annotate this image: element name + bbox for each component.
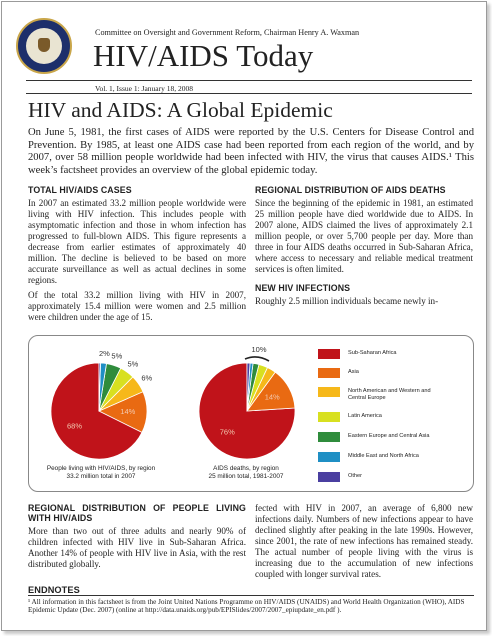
legend-swatch <box>318 412 340 422</box>
slice-label: 14% <box>120 407 136 417</box>
factsheet-page <box>1 1 487 631</box>
section-heading: REGIONAL DISTRIBUTION OF PEOPLE LIVING WITH HIV/AIDS <box>28 503 246 523</box>
slice-label: 68% <box>67 421 83 431</box>
legend-label: Other <box>348 473 362 479</box>
legend-label: Eastern Europe and Central Asia <box>348 433 430 439</box>
legend-swatch <box>318 432 340 442</box>
pie-charts <box>29 336 309 486</box>
chart-caption: AIDS deaths, by region 25 million total, 1981-2007 <box>208 465 284 480</box>
body-paragraph: Roughly 2.5 million individuals became newly in- <box>255 296 439 306</box>
eagle-icon <box>38 38 50 52</box>
endnotes-rule <box>28 595 474 596</box>
people-section <box>28 503 246 574</box>
endnotes-heading: ENDNOTES <box>28 585 80 595</box>
legend-label: Latin America <box>348 413 382 419</box>
legend-swatch <box>318 349 340 359</box>
legend-label: Middle East and North Africa <box>348 453 419 459</box>
article-title: HIV and AIDS: A Global Epidemic <box>28 98 333 122</box>
slice-label: 76% <box>219 427 235 437</box>
deaths-section <box>255 185 473 311</box>
legend-label: North American and Western and Central Europe <box>348 388 431 401</box>
slice-label: 6% <box>141 373 153 383</box>
legend-swatch <box>318 387 340 397</box>
group-bracket <box>245 357 269 361</box>
group-label: 10% <box>251 345 267 354</box>
body-paragraph: Since the beginning of the epidemic in 1981, an estimated 25 million people have died worldwide due to AIDS. In 2007 alone, AIDS claimed the lives of approximately 2.1 million people, or over 5,700 people per day. More than three in four AIDS deaths occurred in Sub-Saharan Africa, where access to necessary and reliable medical treatment services is often limited. <box>255 198 473 274</box>
masthead-title: HIV/AIDS Today <box>93 38 314 73</box>
endnote-text: ¹ All information in this factsheet is from the Joint United Nations Programme on HIV/AIDS (UNAIDS) and World Health Organization (WHO), AIDS Epidemic Update (Dec. 2007) (online at http://data.unaids.org/pub/EPISlides/2007/2007_epiupdate_en.pdf ). <box>28 598 465 615</box>
section-heading: NEW HIV INFECTIONS <box>255 283 351 293</box>
house-seal-logo <box>16 18 72 74</box>
legend-swatch <box>318 472 340 482</box>
body-paragraph: More than two out of three adults and nearly 90% of children infected with HIV live in Sub-Saharan Africa. Another 14% of people with HIV live in Asia, with the rest distributed globally. <box>28 526 246 569</box>
new-infections-continued <box>255 503 473 584</box>
issue-line: Vol. 1, Issue 1: January 18, 2008 <box>95 84 193 93</box>
chart-caption: People living with HIV/AIDS, by region 33.2 million total in 2007 <box>46 465 156 480</box>
body-paragraph: In 2007 an estimated 33.2 million people worldwide were living with HIV infection. This includes people with asymptomatic infection and those in whom infection has progressed to full-blown AIDS. This figure represents a decrease from earlier estimates of approximately 40 million. The decline is believed to be based on more accurate surveillance as well as actual declines in some regions. <box>28 198 246 285</box>
slice-label: 5% <box>111 351 123 361</box>
legend-swatch <box>318 368 340 378</box>
slice-label: 5% <box>127 359 139 369</box>
legend-label: Sub-Saharan Africa <box>348 350 397 356</box>
total-cases-section <box>28 185 246 327</box>
section-heading: REGIONAL DISTRIBUTION OF AIDS DEATHS <box>255 185 446 195</box>
body-paragraph: fected with HIV in 2007, an average of 6,800 new infections daily. Numbers of new infections appear to have declined slightly after peaking in the late 1990s. However, since 2001, the rate of new infections has remained steady. The actual number of people living with the virus is increasing due to the accumulation of new infections coupled with longer survival rates. <box>255 503 473 579</box>
legend-swatch <box>318 452 340 462</box>
endnotes-section <box>28 585 474 615</box>
slice-label: 2% <box>99 348 110 358</box>
intro-paragraph: On June 5, 1981, the first cases of AIDS were reported by the U.S. Centers for Disease Control and Prevention. By 1985, at least one AIDS case had been reported from each region of the world, and by 2007, over 58 million people worldwide had been infected with HIV, the virus that causes AIDS.¹ This week’s factsheet provides an overview of the global epidemic today. <box>28 127 474 176</box>
header-rule-bottom <box>26 93 472 94</box>
committee-line: Committee on Oversight and Government Reform, Chairman Henry A. Waxman <box>95 28 360 37</box>
chart-panel <box>28 335 474 492</box>
header-rule-top <box>26 80 472 81</box>
legend-label: Asia <box>348 369 359 375</box>
body-paragraph: Of the total 33.2 million living with HIV in 2007, approximately 15.4 million were women and 2.5 million were children under the age of 15. <box>28 290 246 322</box>
slice-label: 14% <box>264 392 280 402</box>
section-heading: TOTAL HIV/AIDS CASES <box>28 185 132 195</box>
